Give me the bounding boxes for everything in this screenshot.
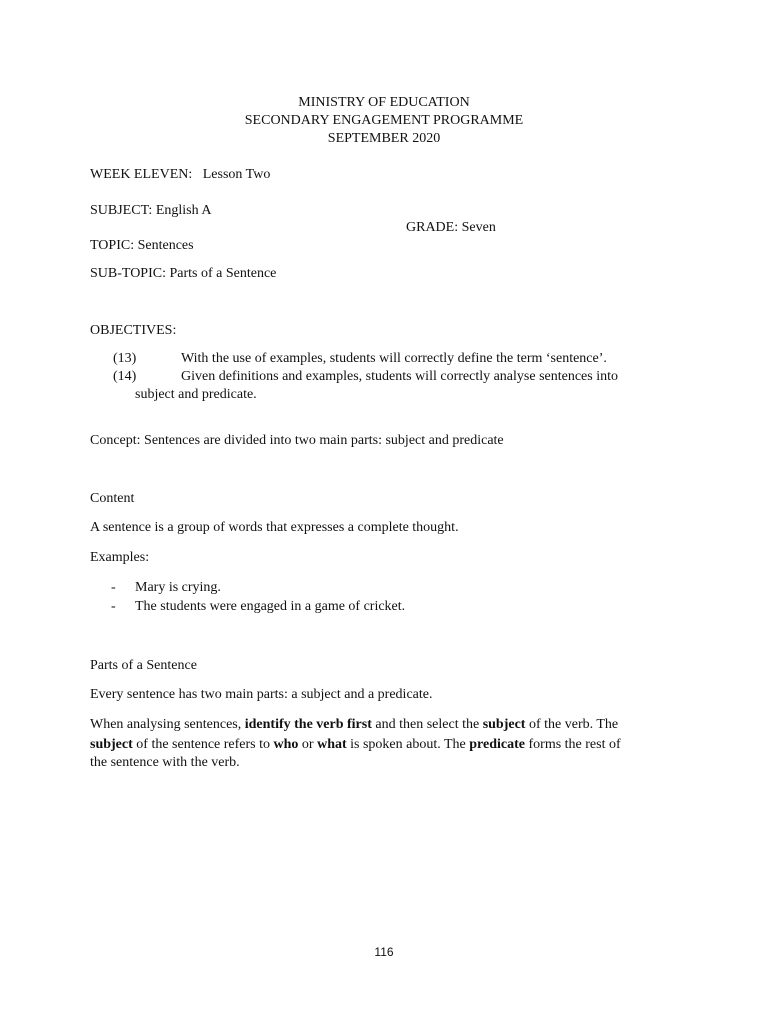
objective-number: (13): [113, 351, 137, 366]
sentence-definition: A sentence is a group of words that expresses a complete thought.: [90, 520, 459, 535]
emphasis-who: who: [273, 737, 299, 752]
week-line: [90, 165, 270, 184]
concept-line: Concept: Sentences are divided into two main parts: subject and predicate: [90, 433, 504, 448]
objective-item: [113, 367, 618, 386]
grade-value: Seven: [461, 220, 496, 235]
objective-text: Given definitions and examples, students will correctly analyse sentences into: [181, 369, 618, 384]
objective-item: [113, 349, 607, 368]
subject-value: English A: [155, 203, 212, 218]
text-run: and then select the: [371, 717, 483, 732]
emphasis-predicate: predicate: [469, 737, 525, 752]
analysis-paragraph-line: [90, 753, 240, 772]
example-text: Mary is crying.: [135, 580, 221, 595]
subtopic-line: [90, 264, 276, 283]
content-heading: Content: [90, 491, 135, 506]
analysis-paragraph-line: [90, 735, 621, 754]
topic-label: TOPIC:: [90, 238, 135, 253]
example-item: [111, 578, 221, 597]
subtopic-label: SUB-TOPIC:: [90, 266, 166, 281]
text-run: forms the rest of: [525, 737, 621, 752]
text-run: of the sentence refers to: [132, 737, 274, 752]
objective-number: (14): [113, 369, 137, 384]
header-programme: SECONDARY ENGAGEMENT PROGRAMME: [244, 113, 524, 128]
text-run: When analysing sentences,: [90, 717, 245, 732]
grade-label: GRADE:: [406, 220, 459, 235]
parts-intro: Every sentence has two main parts: a subject and a predicate.: [90, 687, 433, 702]
example-text: The students were engaged in a game of cricket.: [135, 599, 406, 614]
emphasis-verb-first: identify the verb first: [244, 717, 372, 732]
analysis-paragraph-line: [90, 715, 618, 734]
emphasis-what: what: [317, 737, 347, 752]
subject-line: [90, 201, 211, 220]
objective-text: With the use of examples, students will correctly define the term ‘sentence’.: [181, 351, 607, 366]
bullet-dash: -: [111, 599, 116, 614]
objectives-heading: OBJECTIVES:: [90, 323, 177, 338]
week-label: WEEK ELEVEN:: [90, 167, 193, 182]
objective-continuation: subject and predicate.: [135, 387, 257, 402]
subtopic-value: Parts of a Sentence: [169, 266, 277, 281]
parts-heading: Parts of a Sentence: [90, 658, 197, 673]
topic-value: Sentences: [137, 238, 194, 253]
header-ministry: MINISTRY OF EDUCATION: [298, 95, 470, 110]
text-run: is spoken about. The: [346, 737, 470, 752]
week-value: Lesson Two: [202, 167, 271, 182]
bullet-dash: -: [111, 580, 116, 595]
text-run: or: [298, 737, 318, 752]
emphasis-subject: subject: [90, 737, 133, 752]
text-run: the sentence with the verb.: [90, 755, 240, 770]
text-run: of the verb. The: [525, 717, 619, 732]
topic-line: [90, 236, 194, 255]
page-number: 116: [374, 945, 394, 959]
grade-line: [406, 218, 496, 237]
examples-label: Examples:: [90, 550, 150, 565]
subject-label: SUBJECT:: [90, 203, 153, 218]
example-item: [111, 597, 405, 616]
emphasis-subject: subject: [482, 717, 526, 732]
header-date: SEPTEMBER 2020: [327, 131, 441, 146]
